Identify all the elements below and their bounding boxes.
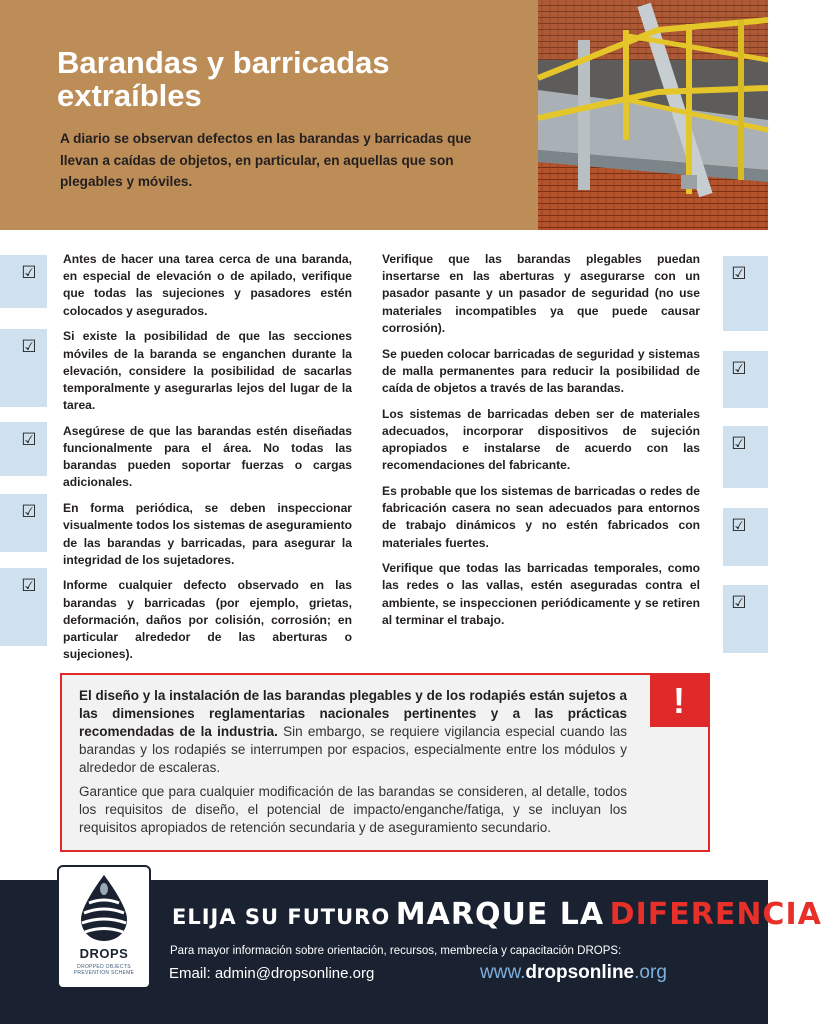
intro-text: A diario se observan defectos en las barandas y barricadas que llevan a caídas de objetos, en particular, en aquellas que son plegables y móviles. — [60, 131, 472, 189]
left-item-3: Asegúrese de que las barandas estén diseñadas funcionalmente para el área. No todas las barandas pueden soportar fuerzas o cargas adicionales. — [63, 423, 352, 490]
checkbox-icon: ☑ — [21, 430, 37, 450]
left-checkbox-4 — [0, 494, 47, 552]
site-suffix: .org — [634, 962, 667, 983]
railing-photo — [538, 0, 768, 230]
right-checkbox-2 — [723, 351, 768, 408]
title-line-2: extraíbles — [57, 78, 202, 113]
exclamation-icon: ! — [650, 675, 708, 727]
left-item-1: Antes de hacer una tarea cerca de una baranda, en especial de elevación o de apilado, verifique que todas las sujeciones y pasadores estén colocados y asegurados. — [63, 252, 352, 318]
checkbox-icon: ☑ — [731, 593, 747, 613]
right-item-4: Es probable que los sistemas de barricadas o redes de fabricación casera no sean adecuados para entornos de trabajo dinámicos y no estén fabricados con materiales fuertes. — [382, 483, 700, 550]
right-column — [382, 251, 700, 638]
left-item-4: En forma periódica, se deben inspeccionar visualmente todos los sistemas de aseguramiento de las barandas y barricadas, para asegurar la integridad de los sujetadores. — [63, 501, 353, 567]
checkbox-icon: ☑ — [731, 516, 747, 536]
drops-logo — [57, 865, 151, 989]
checkbox-icon: ☑ — [731, 264, 747, 284]
railing-illustration — [538, 0, 768, 230]
info-text: Para mayor información sobre orientación, recursos, membrecía y capacitación DROPS: — [170, 945, 622, 957]
right-item-2: Se pueden colocar barricadas de seguridad y sistemas de malla permanentes para reducir la posibilidad de caída de objetos a través de las barandas. — [382, 346, 700, 395]
left-checkbox-5 — [0, 568, 47, 646]
checkbox-icon: ☑ — [21, 337, 37, 357]
slogan-part-1: ELIJA SU FUTURO — [172, 905, 391, 929]
right-item-5: Verifique que todas las barricadas temporales, como las redes o las vallas, estén aseguradas contra el ambiente, se inspeccionen periódicamente y se retiren al terminar el trabajo. — [382, 561, 700, 627]
title-line-1: Barandas y barricadas — [57, 45, 390, 80]
right-checkbox-1 — [723, 256, 768, 331]
checkbox-icon: ☑ — [21, 576, 37, 596]
site-prefix: www. — [480, 962, 526, 983]
left-checkbox-2 — [0, 329, 47, 407]
warning-paragraph-1 — [79, 687, 627, 777]
site-domain: dropsonline — [525, 962, 635, 983]
left-column — [63, 251, 352, 672]
right-checkbox-4 — [723, 508, 768, 566]
slogan-part-2: MARQUE LA — [395, 897, 605, 932]
website-link[interactable] — [480, 962, 667, 984]
email-link[interactable]: Email: admin@dropsonline.org — [169, 965, 375, 982]
left-checkbox-3 — [0, 422, 47, 476]
logo-subtitle: DROPPED OBJECTS PREVENTION SCHEME — [73, 964, 135, 976]
warning-text — [79, 687, 627, 843]
checkbox-icon: ☑ — [21, 502, 37, 522]
right-checkbox-3 — [723, 426, 768, 488]
checkbox-icon: ☑ — [21, 263, 37, 283]
checkbox-icon: ☑ — [731, 359, 747, 379]
left-item-2: Si existe la posibilidad de que las secciones móviles de la baranda se enganchen durante la elevación, considere la posibilidad de sacarlas temporalmente y asegurarlas lejos del lugar de la tarea. — [63, 329, 352, 413]
right-item-1: Verifique que las barandas plegables puedan insertarse en las aberturas y asegurarse con un pasador pasante y un pasador de seguridad (no use materiales incompatibles ya que puede causar corrosión). — [382, 252, 700, 335]
drop-logo-icon — [59, 869, 149, 947]
logo-name: DROPS — [79, 946, 129, 961]
left-checkbox-1 — [0, 255, 47, 308]
header-banner — [0, 0, 538, 230]
left-item-5: Informe cualquier defecto observado en las barandas y barricadas (por ejemplo, grietas, deformación, daños por colisión, corrosión; en particular alrededor de las aberturas o sujeciones). — [63, 578, 352, 662]
right-item-3: Los sistemas de barricadas deben ser de materiales adecuados, incorporar dispositivos de sujeción apropiados e instalarse de acuerdo con las recomendaciones del fabricante. — [382, 406, 700, 473]
right-checkbox-5 — [723, 585, 768, 653]
page-title — [57, 46, 517, 112]
warning-normal-text: Sin embargo, se requiere vigilancia especial cuando las barandas y los rodapiés se interrumpen por espacios, especialmente entre los módulos y alrededor de escaleras. — [79, 724, 627, 775]
warning-box — [60, 673, 710, 852]
warning-bold-text: El diseño y la instalación de las barandas plegables y de los rodapiés están sujetos a las dimensiones reglamentarias nacionales pertinentes y a las prácticas recomendadas de la industria. — [79, 688, 627, 739]
slogan-part-3: DIFERENCIA — [609, 897, 822, 932]
warning-paragraph-2: Garantice que para cualquier modificación de las barandas se consideren, al detalle, todos los requisitos de diseño, el potencial de impacto/enganche/fatiga, y se incluyan los requisitos apropiados de retención secundaria y de aseguramiento secundario. — [79, 784, 627, 835]
checkbox-icon: ☑ — [731, 434, 747, 454]
slogan — [172, 897, 822, 932]
